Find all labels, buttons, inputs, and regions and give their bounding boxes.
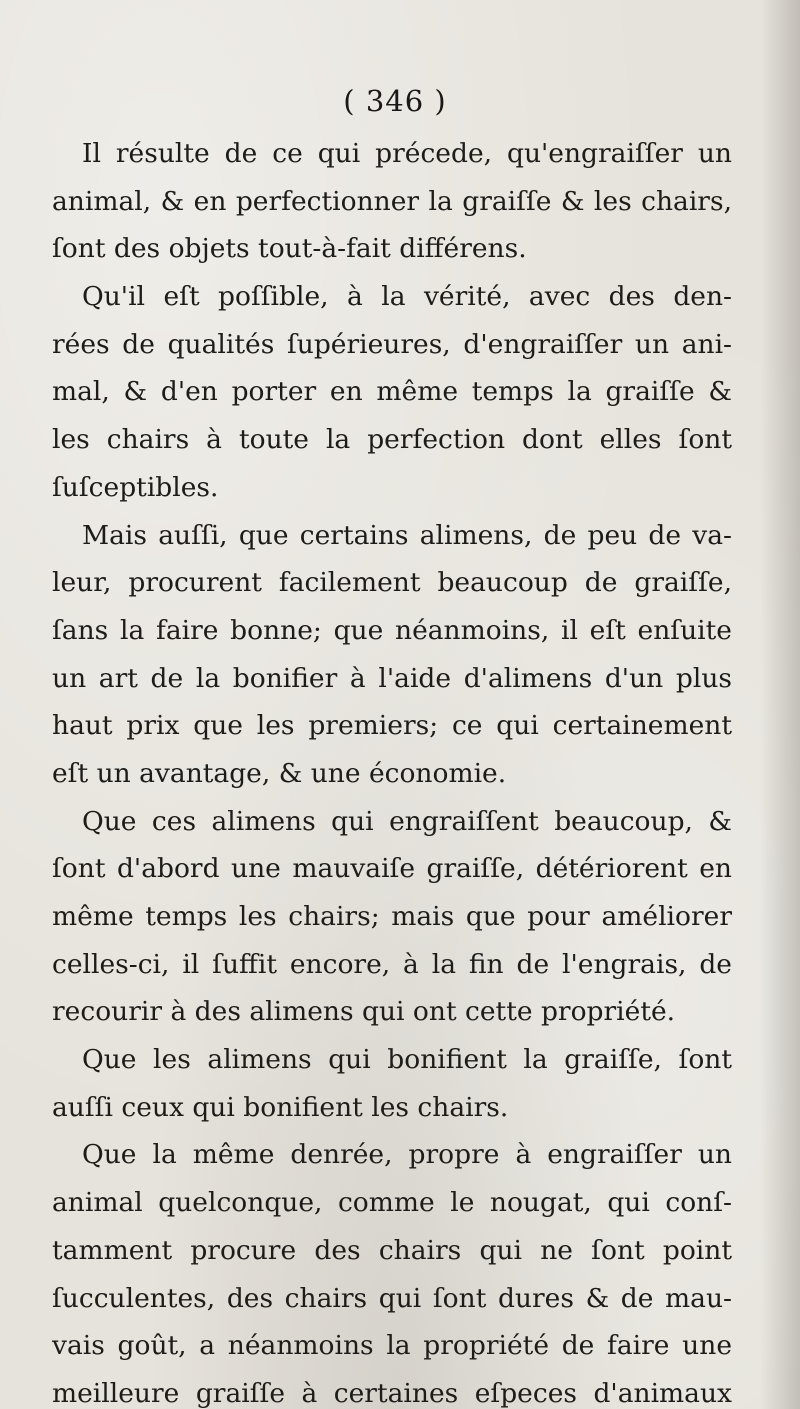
body-text — [52, 130, 732, 1409]
text-line: Que ces alimens qui engraiſſent beaucoup, & — [82, 805, 732, 837]
text-line: ſont des objets tout-à-fait différens. — [52, 233, 527, 265]
text-line: Qu'il eſt poſſible, à la vérité, avec des den- — [82, 281, 732, 313]
text-line: ſuſceptibles. — [52, 471, 219, 503]
text-line: animal quelconque, comme le nougat, qui conſ- — [52, 1187, 732, 1219]
text-line: eſt un avantage, & une économie. — [52, 757, 507, 789]
text-line: haut prix que les premiers; ce qui certainement — [52, 710, 732, 742]
text-line: vais goût, a néanmoins la propriété de faire une — [52, 1330, 732, 1362]
text-line: même temps les chairs; mais que pour améliorer — [52, 901, 732, 932]
text-line: recourir à des alimens qui ont cette propriété. — [52, 996, 676, 1028]
text-line: mal, & d'en porter en même temps la graiſſe & — [52, 376, 732, 408]
text-line: animal, & en perfectionner la graiſſe & les chairs, — [52, 185, 732, 217]
text-line: ſont d'abord une mauvaiſe graiſſe, détériorent en — [52, 853, 732, 885]
text-line: Que la même denrée, propre à engraiſſer un — [82, 1139, 732, 1171]
text-line: ſans la faire bonne; que néanmoins, il eſt enſuite — [52, 614, 732, 646]
text-line: rées de qualités ſupérieures, d'engraiſſer un ani- — [52, 328, 732, 360]
text-line: meilleure graiſſe à certaines eſpeces d'animaux — [52, 1377, 732, 1409]
text-line: Mais auſſi, que certains alimens, de peu de va- — [82, 519, 732, 551]
text-line: auſſi ceux qui bonifient les chairs. — [52, 1091, 509, 1123]
text-line: un art de la bonifier à l'aide d'alimens d'un plus — [52, 662, 732, 694]
text-line: ſucculentes, des chairs qui ſont dures & de mau- — [52, 1282, 732, 1314]
text-line: celles-ci, il ſuffit encore, à la fin de l'engrais, de — [52, 948, 732, 980]
text-line: leur, procurent facilement beaucoup de graiſſe, — [52, 567, 732, 599]
text-line: les chairs à toute la perfection dont elles ſont — [52, 424, 732, 456]
text-line: Que les alimens qui bonifient la graiſſe, ſont — [82, 1044, 732, 1076]
text-line: Il résulte de ce qui précede, qu'engraiſſer un — [82, 138, 732, 169]
page-number: ( 346 ) — [343, 84, 447, 118]
page-edge-shadow — [760, 0, 800, 1409]
text-line: tamment procure des chairs qui ne ſont point — [52, 1234, 732, 1266]
